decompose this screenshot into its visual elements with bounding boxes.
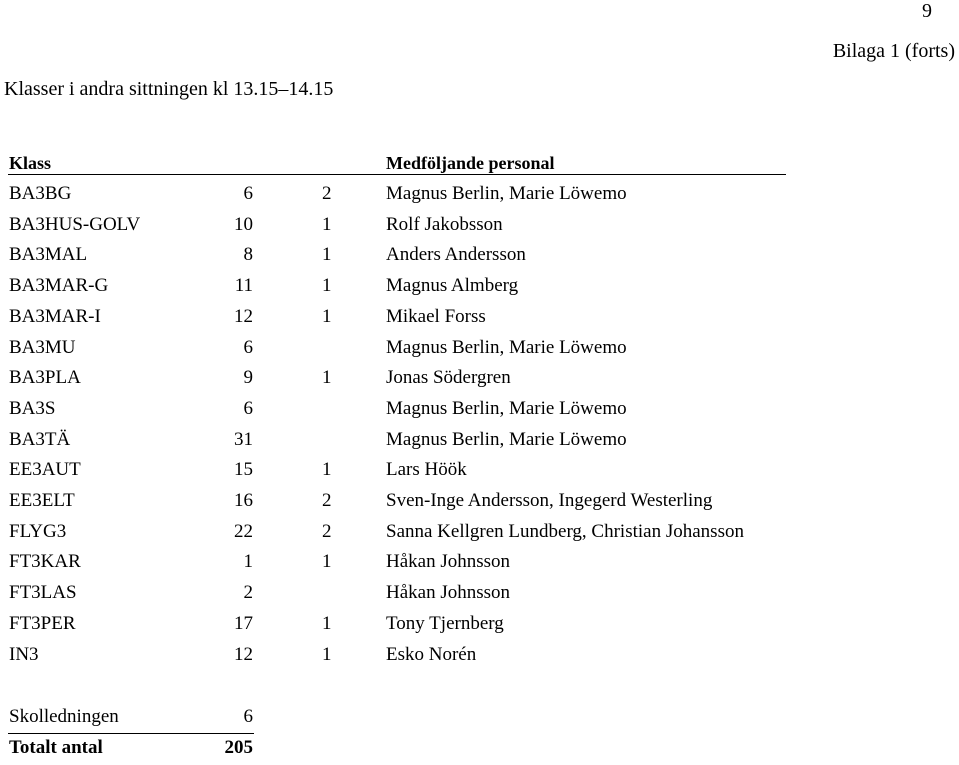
table-row — [0, 241, 959, 272]
count-cell: 9 — [243, 367, 253, 389]
page-number: 9 — [922, 0, 932, 22]
staff-names-cell: Tony Tjernberg — [386, 612, 504, 634]
table-row — [0, 364, 959, 395]
staff-count-cell: 1 — [322, 459, 332, 481]
staff-count-cell: 1 — [322, 275, 332, 297]
table-row — [0, 579, 959, 610]
staff-count-cell: 1 — [322, 244, 332, 266]
count-cell: 17 — [234, 612, 253, 634]
count-cell: 6 — [243, 183, 253, 204]
table-row — [0, 395, 959, 426]
staff-names-cell: Anders Andersson — [386, 244, 526, 266]
count-cell: 12 — [234, 305, 253, 327]
klass-cell: BA3MAR-I — [9, 305, 101, 327]
staff-names-cell: Magnus Berlin, Marie Löwemo — [386, 428, 627, 450]
skolledningen-value: 6 — [243, 706, 253, 727]
klass-cell: FLYG3 — [9, 520, 67, 542]
count-cell: 2 — [243, 582, 253, 604]
table-row — [0, 303, 959, 334]
staff-names-cell: Magnus Berlin, Marie Löwemo — [386, 183, 627, 204]
column-header-personal: Medföljande personal — [386, 153, 555, 173]
klass-cell: BA3MAR-G — [9, 275, 109, 297]
klass-cell: BA3MU — [9, 336, 76, 358]
staff-count-cell: 1 — [322, 367, 332, 389]
klass-cell: BA3S — [9, 397, 56, 419]
staff-names-cell: Mikael Forss — [386, 305, 486, 327]
staff-names-cell: Sven-Inge Andersson, Ingegerd Westerling — [386, 490, 713, 511]
staff-count-cell: 1 — [322, 213, 332, 235]
table-row — [0, 426, 959, 457]
staff-count-cell: 1 — [322, 612, 332, 634]
klass-cell: EE3AUT — [9, 459, 81, 481]
klass-cell: BA3HUS-GOLV — [9, 213, 141, 235]
klass-cell: EE3ELT — [9, 490, 75, 511]
staff-names-cell: Håkan Johnsson — [386, 551, 511, 573]
klass-cell: FT3LAS — [9, 582, 77, 604]
staff-names-cell: Sanna Kellgren Lundberg, Christian Johansson — [386, 520, 744, 542]
table-row — [0, 641, 959, 672]
table-row — [0, 610, 959, 641]
staff-names-cell: Magnus Berlin, Marie Löwemo — [386, 336, 627, 358]
count-cell: 16 — [234, 490, 253, 511]
count-cell: 6 — [243, 336, 253, 358]
staff-names-cell: Jonas Södergren — [386, 367, 511, 389]
header-rule — [8, 174, 786, 175]
table-row — [0, 548, 959, 579]
count-cell: 31 — [234, 428, 253, 450]
count-cell: 11 — [234, 275, 253, 297]
count-cell: 22 — [234, 520, 253, 542]
table-row — [0, 456, 959, 487]
staff-count-cell: 1 — [322, 551, 332, 573]
klass-cell: IN3 — [9, 643, 39, 665]
staff-names-cell: Magnus Almberg — [386, 275, 519, 297]
count-cell: 15 — [234, 459, 253, 481]
klass-cell: FT3KAR — [9, 551, 81, 573]
skolledningen-row — [0, 703, 959, 734]
section-heading: Klasser i andra sittningen kl 13.15–14.15 — [4, 78, 334, 100]
staff-names-cell: Esko Norén — [386, 643, 477, 665]
staff-count-cell: 2 — [322, 183, 332, 204]
count-cell: 8 — [243, 244, 253, 266]
table-row — [0, 518, 959, 549]
count-cell: 6 — [243, 397, 253, 419]
count-cell: 1 — [243, 551, 253, 573]
total-label: Totalt antal — [9, 737, 103, 758]
staff-names-cell: Rolf Jakobsson — [386, 213, 503, 235]
klass-cell: BA3BG — [9, 183, 72, 204]
staff-names-cell: Håkan Johnsson — [386, 582, 511, 604]
staff-count-cell: 1 — [322, 305, 332, 327]
staff-count-cell: 2 — [322, 520, 332, 542]
klass-cell: BA3MAL — [9, 244, 88, 266]
count-cell: 10 — [234, 213, 253, 235]
count-cell: 12 — [234, 643, 253, 665]
total-row — [0, 734, 959, 765]
staff-names-cell: Magnus Berlin, Marie Löwemo — [386, 397, 627, 419]
total-value: 205 — [224, 737, 253, 758]
column-header-klass: Klass — [9, 153, 52, 173]
staff-count-cell: 2 — [322, 490, 332, 511]
table-row — [0, 334, 959, 365]
appendix-label: Bilaga 1 (forts) — [832, 40, 955, 62]
table-row — [0, 180, 959, 211]
klass-cell: BA3TÄ — [9, 428, 71, 450]
table-row — [0, 211, 959, 242]
staff-count-cell: 1 — [322, 643, 332, 665]
klass-cell: BA3PLA — [9, 367, 81, 389]
table-row — [0, 487, 959, 518]
staff-names-cell: Lars Höök — [386, 459, 467, 481]
table-row — [0, 272, 959, 303]
skolledningen-label: Skolledningen — [9, 706, 119, 727]
klass-cell: FT3PER — [9, 612, 76, 634]
